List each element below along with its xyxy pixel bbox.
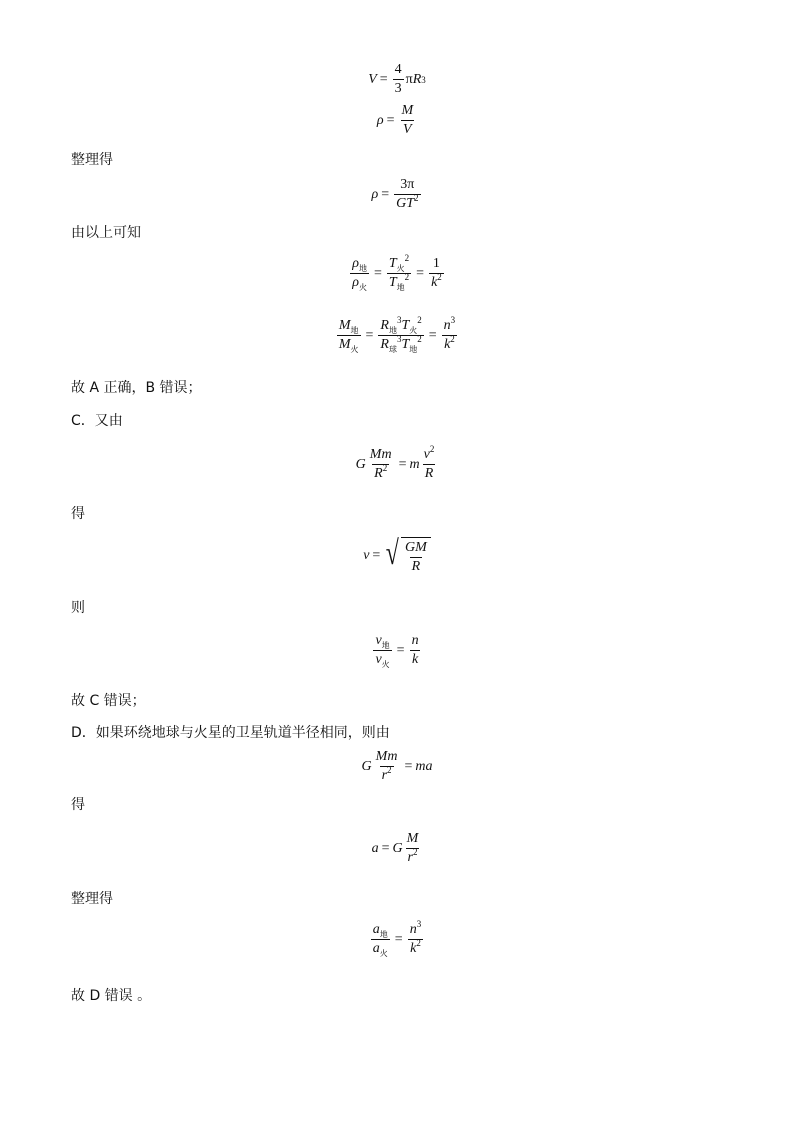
equation-density-ratio: $\frac{\rho_地}{\rho_火}$ = $\frac{T_火^2}{T_地^2}$ = $\frac{1}{k^2}$ <box>352 253 442 292</box>
text-de-1: 得 <box>71 506 85 522</box>
equation-acceleration: a = G $\frac{M}{r^2}$ <box>371 831 419 865</box>
equation-density-definition: ρ = $\frac{M}{V}$ <box>376 103 414 137</box>
text-conclusion-ab: 故 A 正确，B 错误； <box>71 380 202 396</box>
equation-gravity-centripetal: G $\frac{Mm}{R^2}$ = m $\frac{v^2}{R}$ <box>355 444 435 481</box>
equation-mass-ratio: $\frac{M_地}{M_火}$ = $\frac{R_地^3T_火^2}{R_球^3T_地^2}$ = $\frac{n^3}{k^2}$ <box>338 315 456 354</box>
text-option-d: D．如果环绕地球与火星的卫星轨道半径相同，则由 <box>71 725 390 741</box>
equation-acceleration-ratio: $\frac{a_地}{a_火}$ = $\frac{n^3}{k^2}$ <box>372 919 422 958</box>
equation-speed-ratio: $\frac{v_地}{v_火}$ = $\frac{n}{k}$ <box>375 633 419 669</box>
text-zhengli-1: 整理得 <box>71 152 113 168</box>
text-youyishang: 由以上可知 <box>71 225 141 241</box>
text-ze: 则 <box>71 600 85 616</box>
text-de-2: 得 <box>71 797 85 813</box>
text-conclusion-d: 故 D 错误 。 <box>71 988 152 1004</box>
equation-density-period: ρ = $\frac{3\pi}{GT^2}$ <box>371 177 419 211</box>
equation-orbital-speed: v = √ $\frac{GM}{R}$ <box>0 537 794 575</box>
text-conclusion-c: 故 C 错误； <box>71 693 146 709</box>
equation-gravity-acceleration: G $\frac{Mm}{r^2}$ = m a <box>361 749 433 783</box>
text-zhengli-2: 整理得 <box>71 891 113 907</box>
equation-volume: V = $\frac{4}{3}$ π R 3 <box>368 62 426 96</box>
text-option-c: C．又由 <box>71 413 123 429</box>
